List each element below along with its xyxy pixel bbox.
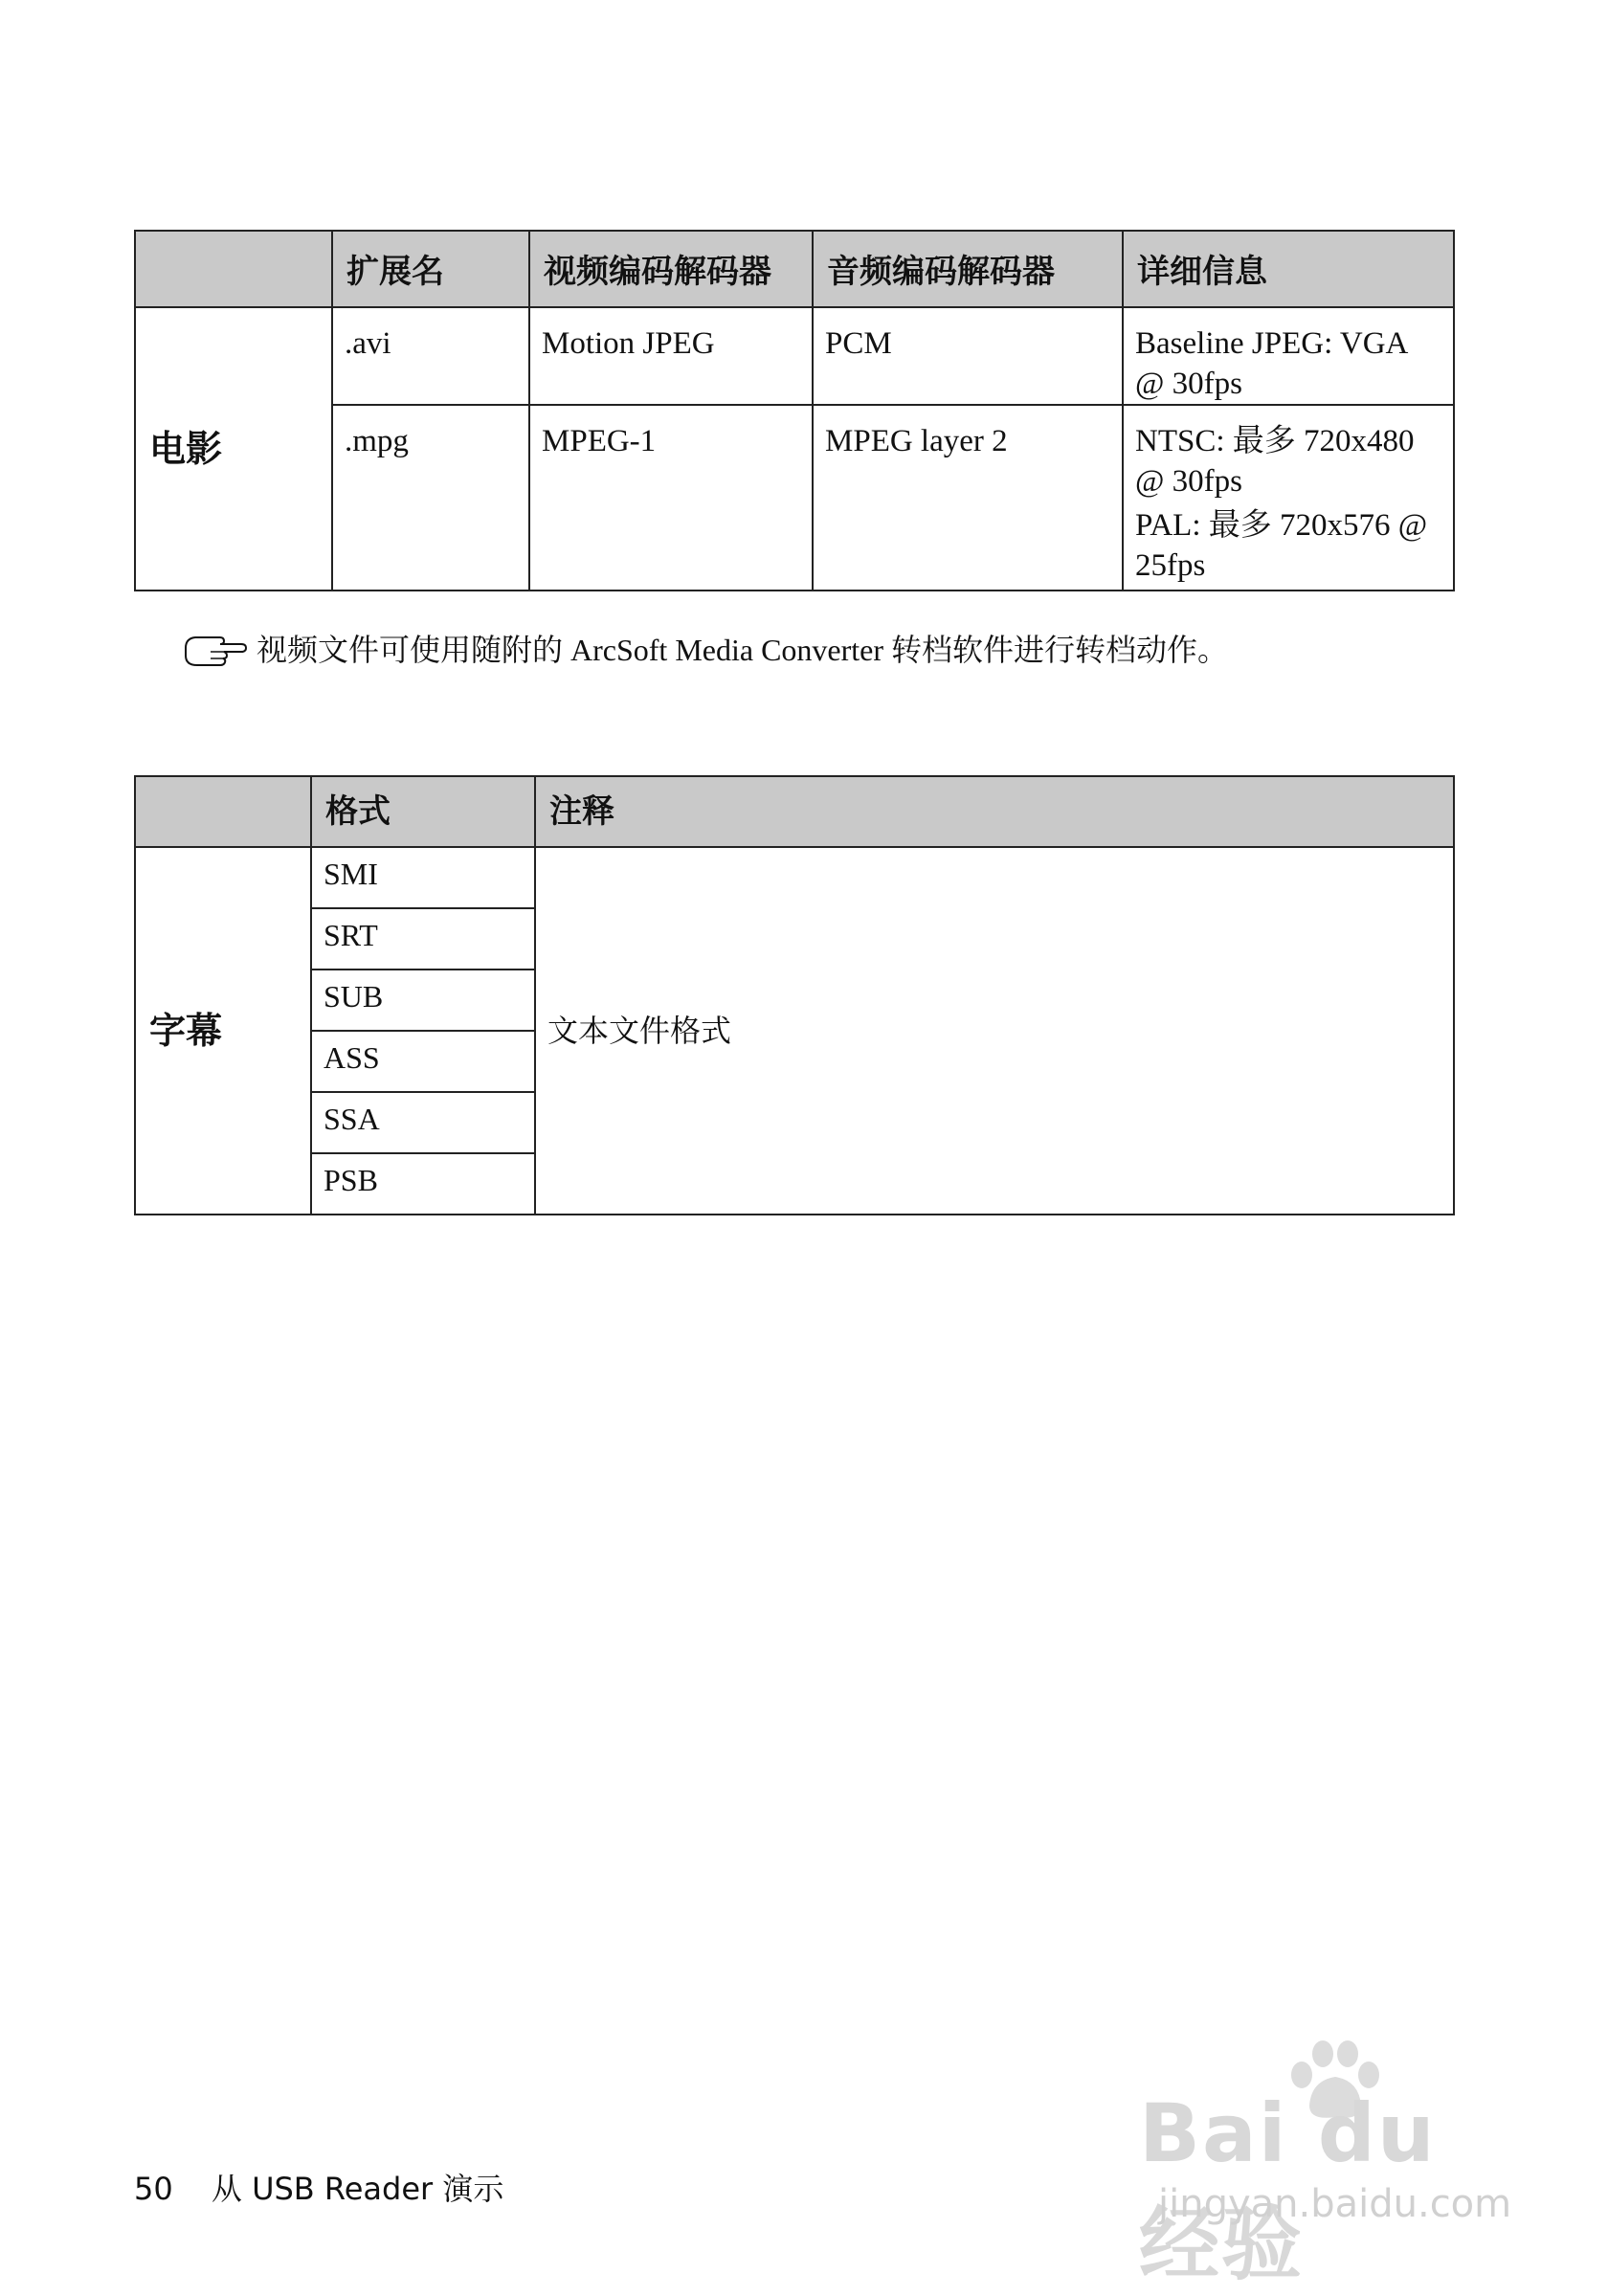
- cell-format: SMI: [311, 847, 535, 908]
- header-details: 详细信息: [1123, 231, 1454, 307]
- header-video-codec: 视频编码解码器: [529, 231, 813, 307]
- cell-format: SRT: [311, 908, 535, 970]
- category-movie: 电影: [135, 307, 332, 591]
- table-row: [135, 405, 1454, 591]
- cell-extension: .avi: [332, 307, 529, 405]
- cell-extension: .mpg: [332, 405, 529, 591]
- video-format-table: [134, 230, 1455, 591]
- cell-details: [1123, 405, 1454, 591]
- header-blank: [135, 776, 311, 847]
- cell-audio-codec: MPEG layer 2: [813, 405, 1123, 591]
- table-header-row: [135, 776, 1454, 847]
- detail-line: Baseline JPEG: VGA @ 30fps: [1135, 326, 1407, 401]
- table-row: [135, 307, 1454, 405]
- cell-format: SSA: [311, 1092, 535, 1153]
- cell-video-codec: Motion JPEG: [529, 307, 813, 405]
- header-audio-codec: 音频编码解码器: [813, 231, 1123, 307]
- cell-format: SUB: [311, 970, 535, 1031]
- watermark-brand: Bai du 经验: [1139, 2086, 1437, 2291]
- subtitle-format-table: [134, 775, 1455, 1215]
- watermark-url: jingyan.baidu.com: [1158, 2182, 1512, 2226]
- pointing-hand-icon: [182, 629, 251, 667]
- baidu-watermark: [1139, 2039, 1541, 2291]
- header-format: 格式: [311, 776, 535, 847]
- page-footer: [134, 2165, 503, 2209]
- cell-audio-codec: PCM: [813, 307, 1123, 405]
- table-header-row: [135, 231, 1454, 307]
- header-comment: 注释: [535, 776, 1454, 847]
- cell-format: ASS: [311, 1031, 535, 1092]
- detail-line: PAL: 最多 720x576 @ 25fps: [1135, 508, 1428, 583]
- header-extension: 扩展名: [332, 231, 529, 307]
- category-subtitle: 字幕: [135, 847, 311, 1215]
- section-title: 从 USB Reader 演示: [211, 2171, 504, 2207]
- page-number: 50: [134, 2171, 173, 2207]
- note: [182, 624, 1228, 672]
- cell-video-codec: MPEG-1: [529, 405, 813, 591]
- detail-line: NTSC: 最多 720x480 @ 30fps: [1135, 424, 1415, 499]
- table-row: [135, 847, 1454, 908]
- cell-comment: 文本文件格式: [535, 847, 1454, 1215]
- cell-format: PSB: [311, 1153, 535, 1215]
- note-text: 视频文件可使用随附的 ArcSoft Media Converter 转档软件进行转档动作。: [257, 633, 1229, 667]
- header-blank: [135, 231, 332, 307]
- cell-details: [1123, 307, 1454, 405]
